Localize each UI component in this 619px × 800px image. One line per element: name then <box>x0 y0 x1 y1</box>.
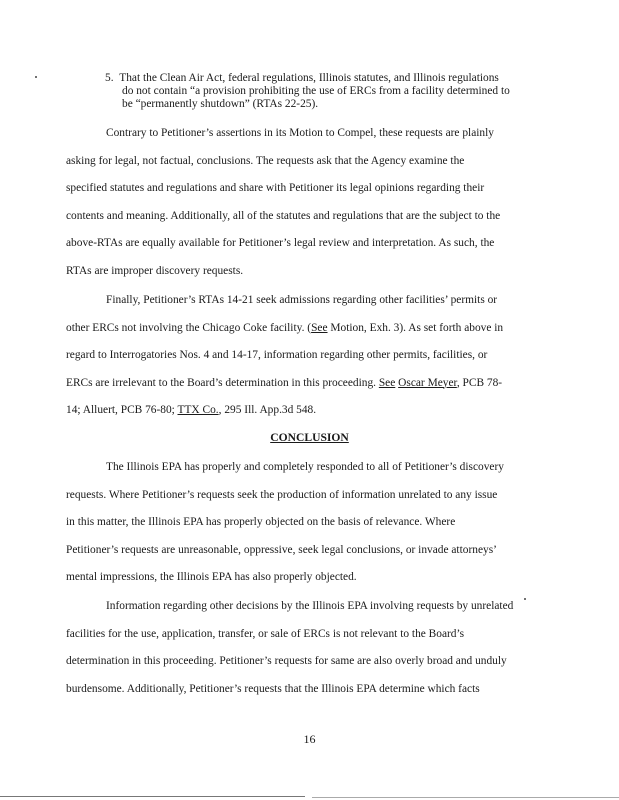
text-line: RTAs are improper discovery requests. <box>66 264 244 277</box>
text-line: above-RTAs are equally available for Petitioner’s legal review and interpretation. As such, the <box>66 237 495 249</box>
text-line: asking for legal, not factual, conclusions. The requests ask that the Agency examine the <box>66 154 465 167</box>
citation-signal: See <box>311 321 328 334</box>
list-item-5 <box>105 72 510 111</box>
text-line: ERCs are irrelevant to the Board’s determination in this proceeding. See Oscar Meyer, PCB 78- <box>66 376 503 389</box>
text-line: Petitioner’s requests are unreasonable, oppressive, seek legal conclusions, or invade attorneys’ <box>66 543 497 556</box>
text-line: determination in this proceeding. Petitioner’s requests for same are also overly broad and unduly <box>66 655 507 667</box>
text-line: Information regarding other decisions by the Illinois EPA involving requests by unrelated <box>106 600 514 612</box>
list-item-number: 5. <box>105 72 114 84</box>
text-line: requests. Where Petitioner’s requests seek the production of information unrelated to any issue <box>66 488 498 501</box>
paragraph-other-facilities <box>66 294 536 432</box>
text-line: regard to Interrogatories Nos. 4 and 14-17, information regarding other permits, facilities, or <box>66 349 488 361</box>
text-line: other ERCs not involving the Chicago Coke facility. (See Motion, Exh. 3). As set forth above in <box>66 321 504 334</box>
text-line: 14; Alluert, PCB 76-80; TTX Co., 295 Ill. App.3d 548. <box>66 404 317 416</box>
case-citation: TTX Co. <box>177 404 219 416</box>
text-line: Contrary to Petitioner’s assertions in its Motion to Compel, these requests are plainly <box>106 127 494 139</box>
bottom-scan-edge <box>312 797 619 798</box>
text-line: contents and meaning. Additionally, all of the statutes and regulations that are the subject to the <box>66 209 501 222</box>
list-item-line: 5. That the Clean Air Act, federal regulations, Illinois statutes, and Illinois regulations <box>105 72 499 84</box>
scan-speck <box>35 76 37 78</box>
text-line: mental impressions, the Illinois EPA has also properly objected. <box>66 571 357 583</box>
section-heading: CONCLUSION <box>270 431 349 444</box>
list-item-line: be “permanently shutdown” (RTAs 22-25). <box>122 98 319 110</box>
text-line: facilities for the use, application, transfer, or sale of ERCs is not relevant to the Board’s <box>66 627 465 640</box>
paragraph-relevance <box>66 600 536 710</box>
text-line: burdensome. Additionally, Petitioner’s requests that the Illinois EPA determine which facts <box>66 682 480 695</box>
list-item-line: do not contain “a provision prohibiting the use of ERCs from a facility determined to <box>122 85 510 97</box>
paragraph-conclusion <box>66 461 536 599</box>
text-line: in this matter, the Illinois EPA has properly objected on the basis of relevance. Where <box>66 516 456 528</box>
bottom-scan-edge <box>0 796 305 797</box>
citation-signal: See <box>378 376 396 389</box>
case-citation: Oscar Meyer <box>398 376 457 389</box>
text-line: specified statutes and regulations and share with Petitioner its legal opinions regarding their <box>66 182 485 194</box>
page-number: 16 <box>303 732 316 746</box>
paragraph-legal-conclusions <box>66 127 536 292</box>
text-line: The Illinois EPA has properly and completely responded to all of Petitioner’s discovery <box>106 461 504 473</box>
text-line: Finally, Petitioner’s RTAs 14-21 seek admissions regarding other facilities’ permits or <box>106 294 498 306</box>
